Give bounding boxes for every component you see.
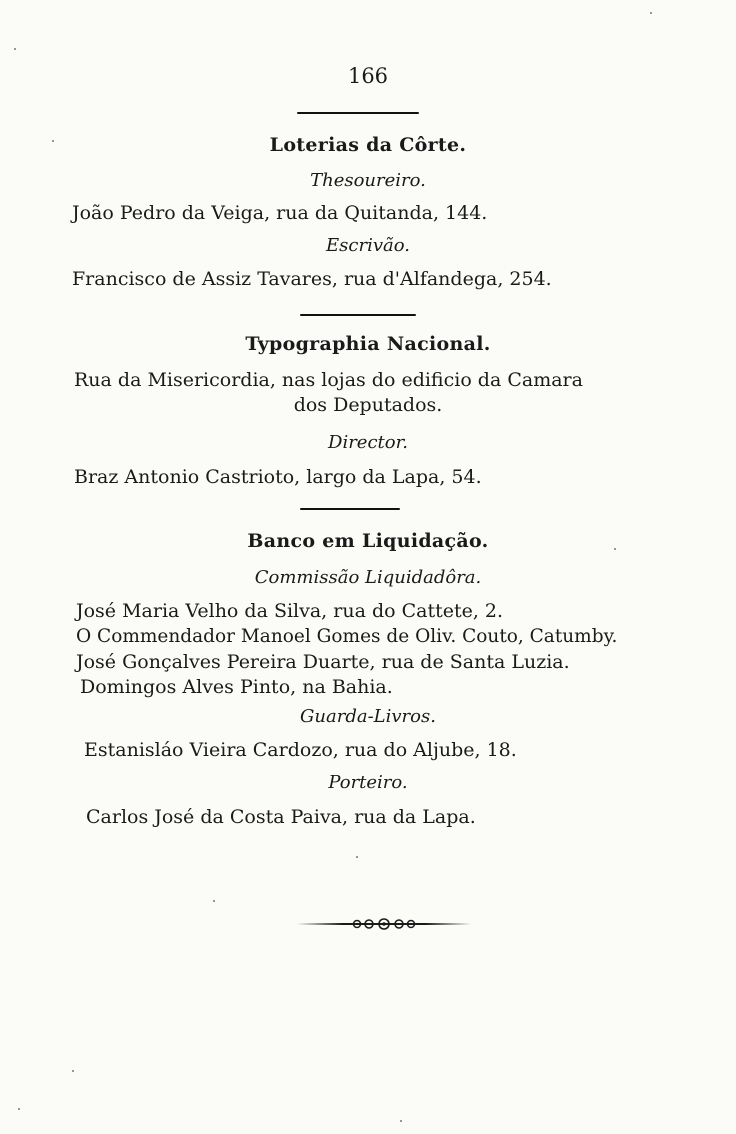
role-guarda-livros: Guarda-Livros. [300,706,436,727]
address-line-1: Rua da Misericordia, nas lojas do edificio da Camara [74,369,583,391]
entry-guarda-livros: Estanisláo Vieira Cardozo, rua do Aljube, 18. [84,739,517,761]
entry-commissao-1: José Maria Velho da Silva, rua do Cattete, 2. [76,600,504,622]
scan-speck [614,548,616,550]
entry-commissao-4: Domingos Alves Pinto, na Bahia. [80,676,393,698]
scan-speck [18,1108,20,1110]
section-title-loterias: Loterias da Côrte. [269,134,467,156]
role-escrivao: Escrivão. [326,235,410,256]
scan-speck [14,48,16,50]
scan-speck [400,1120,402,1122]
entry-commissao-3: José Gonçalves Pereira Duarte, rua de Santa Luzia. [76,651,570,673]
decorative-ornament-icon [295,914,473,934]
address-line-2: dos Deputados. [293,394,443,416]
scan-speck [650,12,652,14]
divider-rule [300,314,416,316]
divider-rule [297,112,419,114]
role-porteiro: Porteiro. [328,772,408,793]
scan-speck [356,856,358,858]
entry-director: Braz Antonio Castrioto, largo da Lapa, 54. [74,466,482,488]
scan-speck [213,900,215,902]
divider-rule [300,508,400,510]
entry-escrivao: Francisco de Assiz Tavares, rua d'Alfandega, 254. [72,268,552,290]
entry-thesoureiro: João Pedro da Veiga, rua da Quitanda, 144. [72,202,488,224]
page-number: 166 [347,64,389,88]
scan-speck [52,140,54,142]
role-thesoureiro: Thesoureiro. [310,170,426,191]
role-commissao: Commissão Liquidadôra. [254,567,482,588]
section-title-banco: Banco em Liquidação. [247,530,489,552]
section-title-typographia: Typographia Nacional. [245,333,491,355]
role-director: Director. [328,432,408,453]
scan-speck [72,1070,74,1072]
entry-commissao-2: O Commendador Manoel Gomes de Oliv. Couto, Catumby. [76,626,618,647]
entry-porteiro: Carlos José da Costa Paiva, rua da Lapa. [86,806,476,828]
